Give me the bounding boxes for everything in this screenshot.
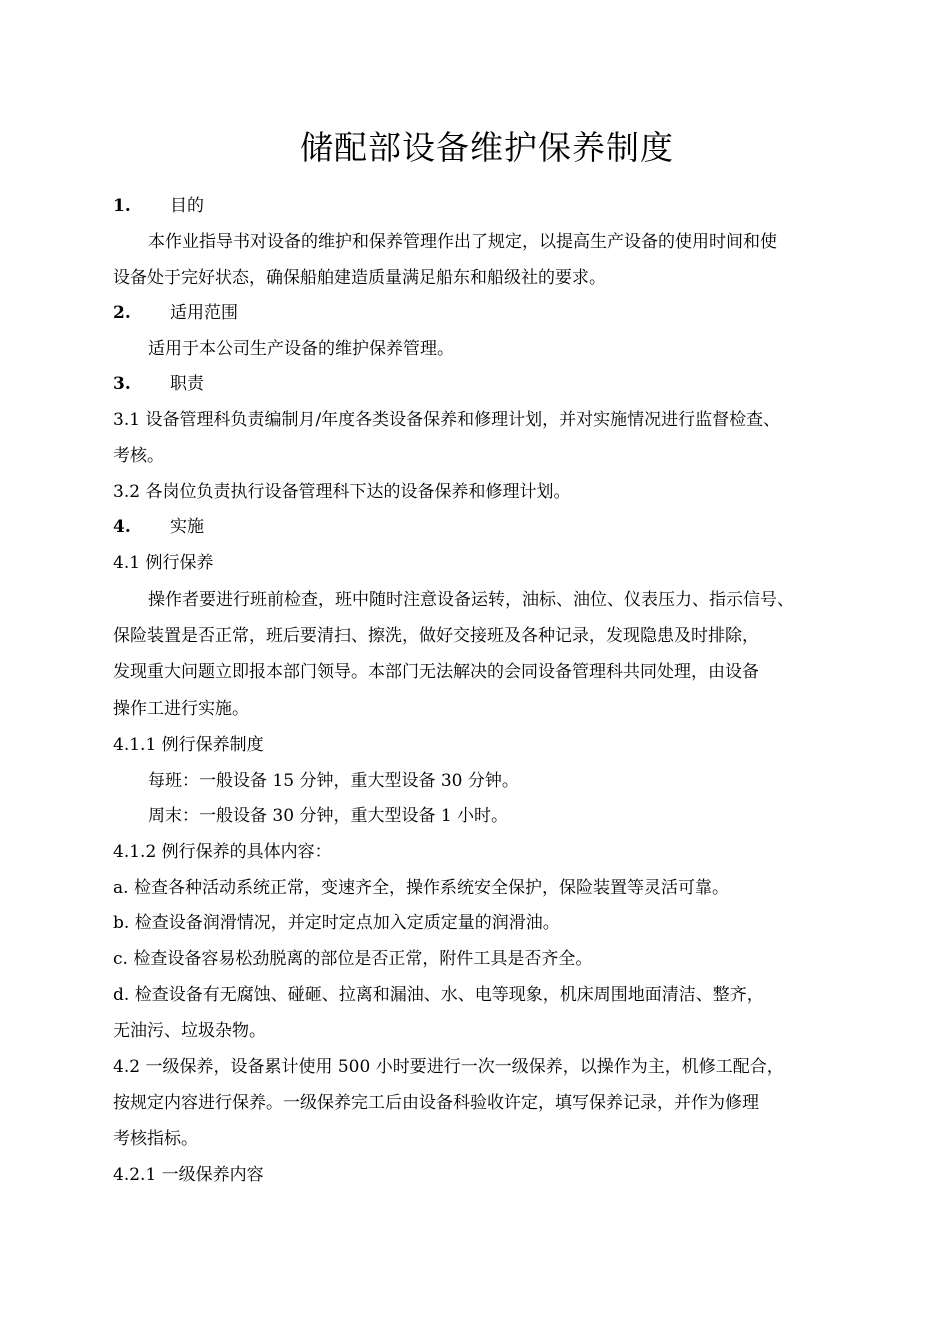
section-heading-duties bbox=[113, 372, 204, 396]
paragraph-line: 操作者要进行班前检查，班中随时注意设备运转，油标、油位、仪表压力、指示信号、 bbox=[148, 590, 794, 610]
paragraph-line: 考核指标。 bbox=[113, 1129, 198, 1149]
paragraph-line: 3.2 各岗位负责执行设备管理科下达的设备保养和修理计划。 bbox=[113, 482, 571, 502]
paragraph-line: 适用于本公司生产设备的维护保养管理。 bbox=[148, 339, 454, 359]
paragraph-line: 设备处于完好状态，确保船舶建造质量满足船东和船级社的要求。 bbox=[113, 268, 606, 288]
section-title: 实施 bbox=[170, 517, 204, 537]
subsection-heading: 4.1.1 例行保养制度 bbox=[113, 735, 264, 755]
subsection-heading: 4.1.2 例行保养的具体内容： bbox=[113, 842, 332, 862]
section-heading-scope bbox=[113, 301, 238, 325]
paragraph-line: 保险装置是否正常，班后要清扫、擦洗，做好交接班及各种记录，发现隐患及时排除， bbox=[113, 626, 759, 646]
section-number: 2. bbox=[113, 303, 131, 323]
list-item-continuation: 无油污、垃圾杂物。 bbox=[113, 1021, 266, 1041]
subsection-heading: 4.1 例行保养 bbox=[113, 553, 214, 573]
paragraph-line: 考核。 bbox=[113, 446, 164, 466]
document-title: 储配部设备维护保养制度 bbox=[300, 128, 674, 167]
list-item: b. 检查设备润滑情况，并定时定点加入定质定量的润滑油。 bbox=[113, 913, 560, 933]
paragraph-line: 3.1 设备管理科负责编制月/年度各类设备保养和修理计划，并对实施情况进行监督检查、 bbox=[113, 410, 781, 430]
paragraph-line: 周末：一般设备 30 分钟，重大型设备 1 小时。 bbox=[148, 806, 509, 826]
section-heading-purpose bbox=[113, 194, 204, 218]
list-item: d. 检查设备有无腐蚀、碰砸、拉离和漏油、水、电等现象，机床周围地面清洁、整齐， bbox=[113, 985, 764, 1005]
section-number: 3. bbox=[113, 374, 131, 394]
paragraph-line: 4.2 一级保养，设备累计使用 500 小时要进行一次一级保养，以操作为主，机修工配合， bbox=[113, 1057, 784, 1077]
paragraph-line: 每班：一般设备 15 分钟，重大型设备 30 分钟。 bbox=[148, 771, 519, 791]
paragraph-line: 发现重大问题立即报本部门领导。本部门无法解决的会同设备管理科共同处理，由设备 bbox=[113, 662, 759, 682]
section-number: 1. bbox=[113, 196, 131, 216]
list-item: c. 检查设备容易松劲脱离的部位是否正常，附件工具是否齐全。 bbox=[113, 949, 593, 969]
section-heading-implementation bbox=[113, 515, 204, 539]
section-title: 适用范围 bbox=[170, 303, 238, 323]
paragraph-line: 操作工进行实施。 bbox=[113, 699, 249, 719]
list-item: a. 检查各种活动系统正常，变速齐全，操作系统安全保护，保险装置等灵活可靠。 bbox=[113, 878, 729, 898]
section-number: 4. bbox=[113, 517, 131, 537]
section-title: 职责 bbox=[170, 374, 204, 394]
paragraph-line: 按规定内容进行保养。一级保养完工后由设备科验收许定，填写保养记录，并作为修理 bbox=[113, 1093, 759, 1113]
section-title: 目的 bbox=[170, 196, 204, 216]
subsection-heading: 4.2.1 一级保养内容 bbox=[113, 1165, 264, 1185]
paragraph-line: 本作业指导书对设备的维护和保养管理作出了规定，以提高生产设备的使用时间和使 bbox=[148, 232, 777, 252]
